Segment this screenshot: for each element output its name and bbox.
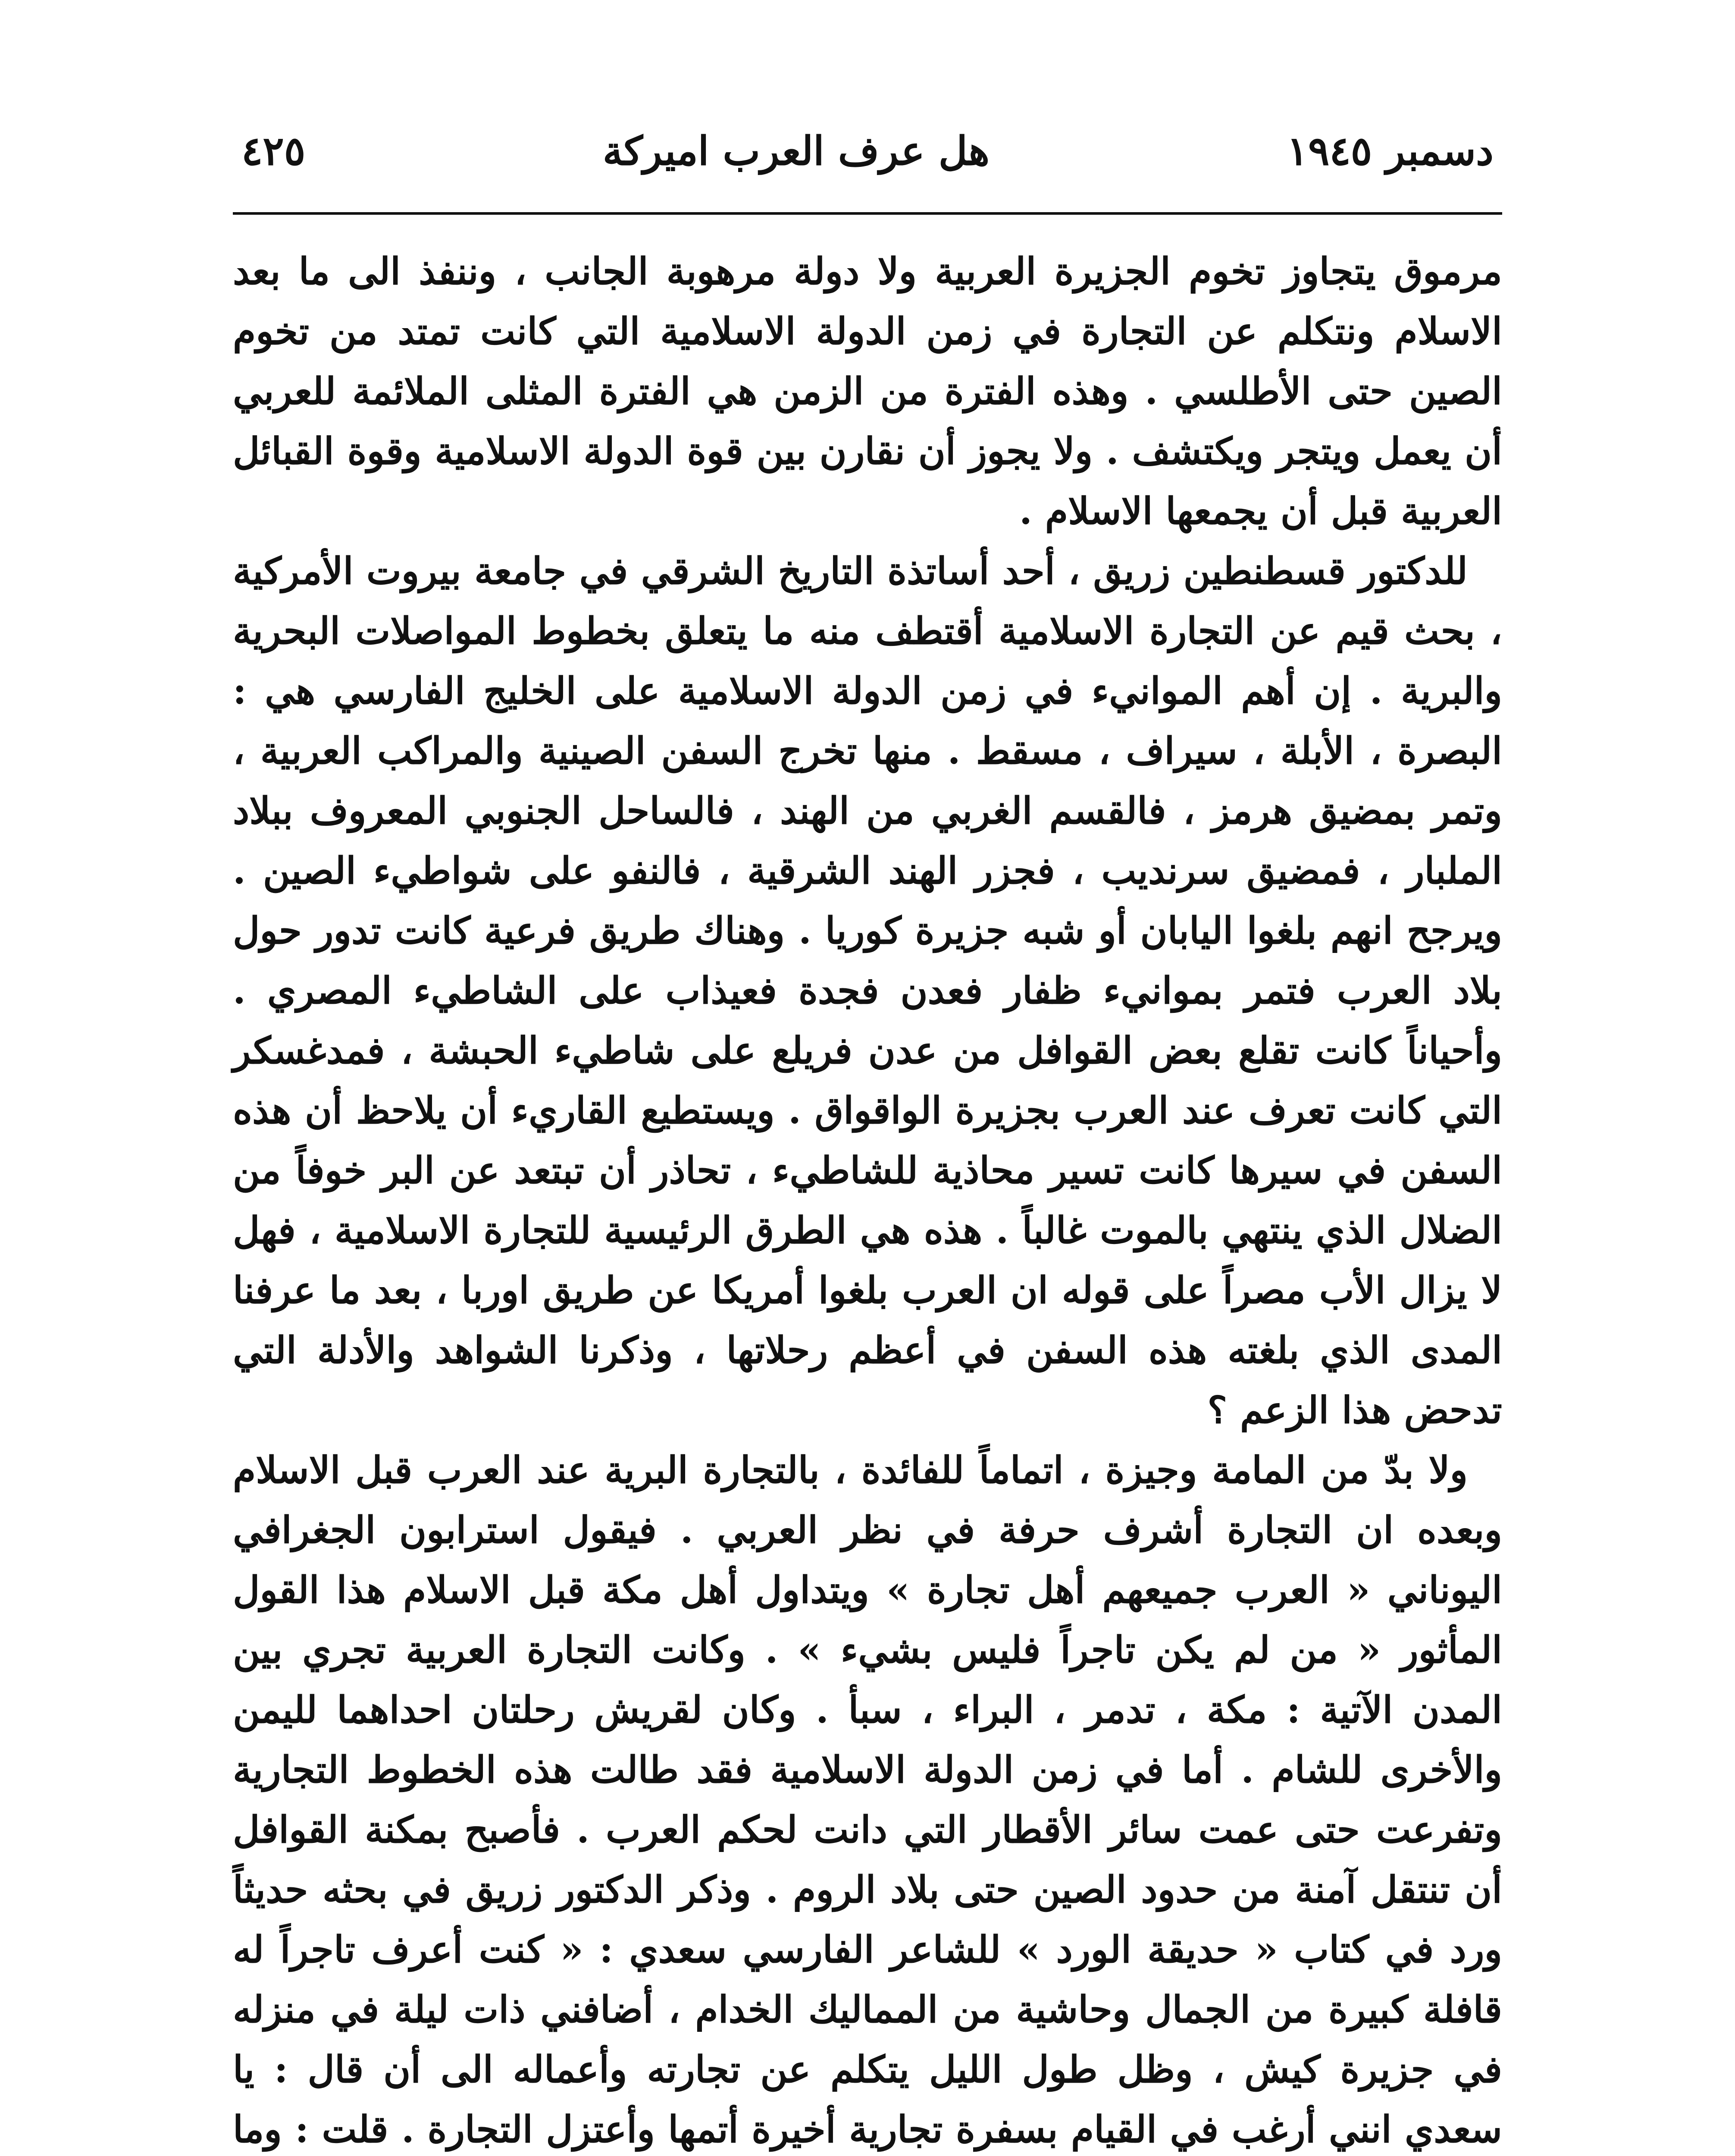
header-page-number: ٤٢٥ bbox=[241, 128, 306, 174]
article-body bbox=[233, 241, 1502, 2156]
paragraph: للدكتور قسطنطين زريق ، أحد أساتذة التاريخ الشرقي في جامعة بيروت الأمركية ، بحث قيم عن التجارة الاسلامية أقتطف منه ما يتعلق بخطوط المواصلات البحرية والبرية . إن أهم الموانيء في زمن الدولة الاسلامية على الخليج الفارسي هي : البصرة ، الأبلة ، سيراف ، مسقط . منها تخرج السفن الصينية والمراكب العربية ، وتمر بمضيق هرمز ، فالقسم الغربي من الهند ، فالساحل الجنوبي المعروف ببلاد الملبار ، فمضيق سرنديب ، فجزر الهند الشرقية ، فالنفو على شواطيء الصين . ويرجح انهم بلغوا اليابان أو شبه جزيرة كوريا . وهناك طريق فرعية كانت تدور حول بلاد العرب فتمر بموانيء ظفار فعدن فجدة فعيذاب على الشاطيء المصري . وأحياناً كانت تقلع بعض القوافل من عدن فريلع على شاطيء الحبشة ، فمدغسكر التي كانت تعرف عند العرب بجزيرة الواقواق . ويستطيع القاريء أن يلاحظ أن هذه السفن في سيرها كانت تسير محاذية للشاطيء ، تحاذر أن تبتعد عن البر خوفاً من الضلال الذي ينتهي بالموت غالباً . هذه هي الطرق الرئيسية للتجارة الاسلامية ، فهل لا يزال الأب مصراً على قوله ان العرب بلغوا أمريكا عن طريق اوربا ، بعد ما عرفنا المدى الذي بلغته هذه السفن في أعظم رحلاتها ، وذكرنا الشواهد والأدلة التي تدحض هذا الزعم ؟ bbox=[233, 549, 1503, 1432]
header-title: هل عرف العرب اميركة bbox=[602, 128, 990, 174]
paragraph: مرموق يتجاوز تخوم الجزيرة العربية ولا دولة مرهوبة الجانب ، وننفذ الى ما بعد الاسلام ونتكلم عن التجارة في زمن الدولة الاسلامية التي كانت تمتد من تخوم الصين حتى الأطلسي . وهذه الفترة من الزمن هي الفترة المثلى الملائمة للعربي أن يعمل ويتجر ويكتشف . ولا يجوز أن نقارن بين قوة الدولة الاسلامية وقوة القبائل العربية قبل أن يجمعها الاسلام . bbox=[233, 250, 1502, 533]
header-date: دسمبر ١٩٤٥ bbox=[1287, 128, 1494, 174]
running-header bbox=[241, 108, 1494, 194]
header-divider bbox=[233, 212, 1502, 215]
paragraph: ولا بدّ من المامة وجيزة ، اتماماً للفائدة ، بالتجارة البرية عند العرب قبل الاسلام وبعده ان التجارة أشرف حرفة في نظر العربي . فيقول استرابون الجغرافي اليوناني « العرب جميعهم أهل تجارة » ويتداول أهل مكة قبل الاسلام هذا القول المأثور « من لم يكن تاجراً فليس بشيء » . وكانت التجارة العربية تجري بين المدن الآتية : مكة ، تدمر ، البراء ، سبأ . وكان لقريش رحلتان احداهما لليمن والأخرى للشام . أما في زمن الدولة الاسلامية فقد طالت هذه الخطوط التجارية وتفرعت حتى عمت سائر الأقطار التي دانت لحكم العرب . فأصبح بمكنة القوافل أن تنتقل آمنة من حدود الصين حتى بلاد الروم . وذكر الدكتور زريق في بحثه حديثاً ورد في كتاب « حديقة الورد » للشاعر الفارسي سعدي : « كنت أعرف تاجراً له قافلة كبيرة من الجمال وحاشية من المماليك الخدام ، أضافني ذات ليلة في منزله في جزيرة كيش ، وظل طول الليل يتكلم عن تجارته وأعماله الى أن قال : يا سعدي انني أرغب في القيام بسفرة تجارية أخيرة أتمها وأعتزل التجارة . قلت : وما bbox=[233, 1448, 1502, 2151]
